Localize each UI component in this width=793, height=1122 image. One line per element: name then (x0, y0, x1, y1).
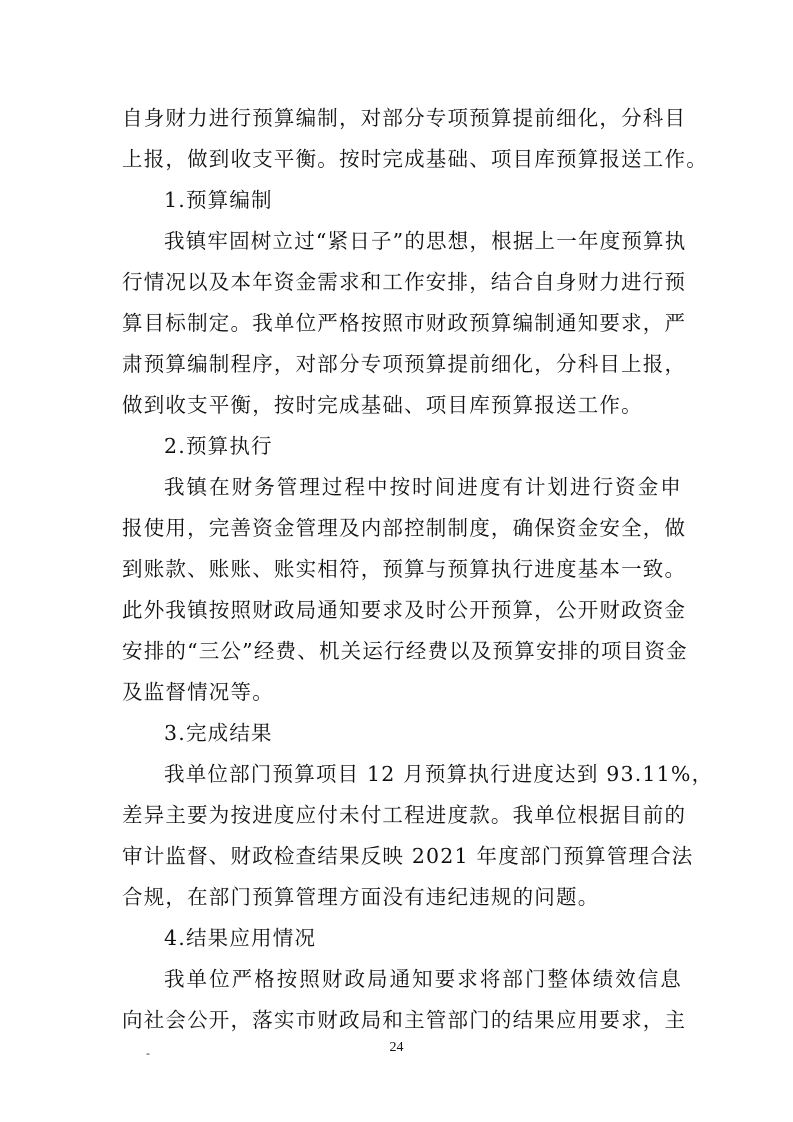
paragraph-line: 向社会公开，落实市财政局和主管部门的结果应用要求，主 (122, 1008, 687, 1032)
paragraph-line: 安排的“三公”经费、机关运行经费以及预算安排的项目资金 (122, 639, 688, 663)
paragraph-line: 行情况以及本年资金需求和工作安排，结合自身财力进行预 (122, 270, 687, 294)
paragraph-line: 肃预算编制程序，对部分专项预算提前细化，分科目上报， (122, 352, 687, 376)
paragraph-line: 合规，在部门预算管理方面没有违纪违规的问题。 (122, 885, 600, 909)
paragraph-line: 我单位部门预算项目 12 月预算执行进度达到 93.11%， (164, 762, 714, 786)
section-heading-budget-preparation: 1.预算编制 (164, 188, 273, 212)
paragraph-line: 上报，做到收支平衡。按时完成基础、项目库预算报送工作。 (122, 147, 708, 171)
paragraph-line: 及监督情况等。 (122, 680, 274, 704)
section-heading-budget-execution: 2.预算执行 (164, 434, 273, 458)
document-body (122, 98, 714, 1041)
paragraph-line: 我镇在财务管理过程中按时间进度有计划进行资金申 (164, 475, 682, 499)
paragraph-line: 自身财力进行预算编制，对部分专项预算提前细化，分科目 (122, 106, 687, 130)
section-heading-completion-results: 3.完成结果 (164, 721, 273, 745)
paragraph-line: 到账款、账账、账实相符，预算与预算执行进度基本一致。 (122, 557, 687, 581)
paragraph-line: 算目标制定。我单位严格按照市财政预算编制通知要求，严 (122, 311, 687, 335)
paragraph-line: 报使用，完善资金管理及内部控制制度，确保资金安全，做 (122, 516, 687, 540)
paragraph-line: 我单位严格按照财政局通知要求将部门整体绩效信息 (164, 967, 682, 991)
paragraph-line: 审计监督、财政检查结果反映 2021 年度部门预算管理合法 (122, 844, 694, 868)
paragraph-line: 差异主要为按进度应付未付工程进度款。我单位根据目前的 (122, 803, 687, 827)
paragraph-line: 此外我镇按照财政局通知要求及时公开预算，公开财政资金 (122, 598, 687, 622)
page-number: 24 (389, 1040, 404, 1055)
paragraph-line: 做到收支平衡，按时完成基础、项目库预算报送工作。 (122, 393, 643, 417)
footer-dash: - (146, 1046, 150, 1060)
paragraph-line: 我镇牢固树立过“紧日子”的思想，根据上一年度预算执 (164, 229, 687, 253)
section-heading-result-application: 4.结果应用情况 (164, 926, 317, 950)
